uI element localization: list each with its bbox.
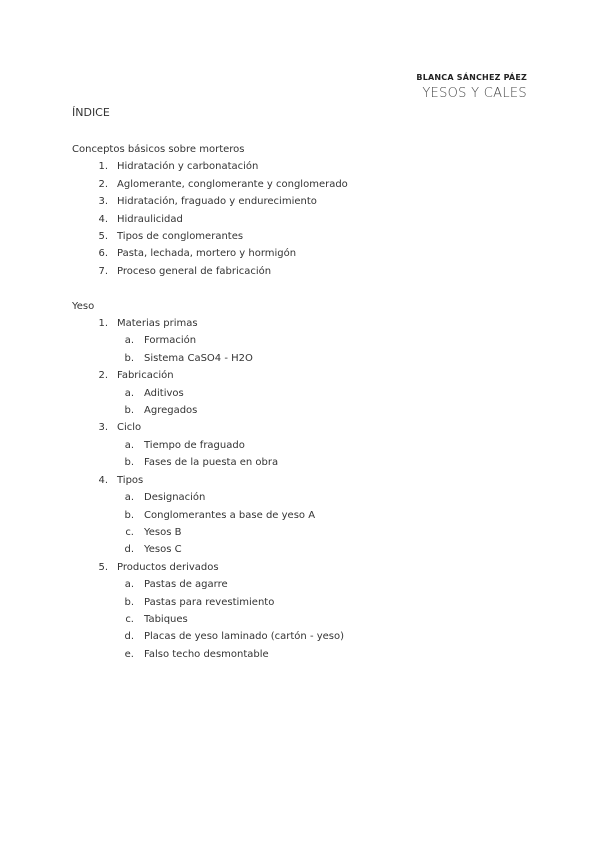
sub-list-item (72, 611, 532, 628)
list-item-label: Hidraulicidad (117, 213, 183, 225)
sub-list-item-label: Yesos C (144, 544, 182, 556)
list-item (72, 158, 532, 175)
list-item-number: 1. (98, 318, 108, 330)
list-item-label: Tipos de conglomerantes (117, 231, 244, 243)
sub-list-item-letter: c. (125, 613, 134, 625)
list-item-label: Materias primas (117, 318, 198, 330)
list-item (72, 176, 532, 193)
sub-list-item (72, 541, 532, 558)
list-item-label: Productos derivados (117, 561, 219, 573)
sub-list-item (72, 454, 532, 471)
list-item-number: 5. (98, 231, 108, 243)
sub-list-item-label: Aditivos (144, 387, 184, 399)
sub-list-item-label: Placas de yeso laminado (cartón - yeso) (144, 631, 345, 643)
sub-list-item-label: Tiempo de fraguado (144, 439, 245, 451)
list-item-label: Aglomerante, conglomerante y conglomerado (117, 178, 348, 190)
sub-list-item (72, 628, 532, 645)
sub-list-item-letter: a. (124, 579, 134, 591)
sub-list-item-label: Designación (144, 492, 206, 504)
sub-list-item (72, 507, 532, 524)
sub-list-item-label: Falso techo desmontable (144, 648, 269, 660)
list-item-number: 2. (98, 370, 108, 382)
sub-list-item-letter: b. (124, 596, 134, 608)
sub-list-item-letter: d. (124, 544, 134, 556)
sub-list-item-letter: d. (124, 631, 134, 643)
list-item-label: Hidratación y carbonatación (117, 161, 259, 173)
sub-list-item (72, 524, 532, 541)
sub-list-item-label: Formación (144, 335, 197, 347)
list-item-label: Ciclo (117, 422, 142, 434)
sub-list-item-label: Sistema CaSO4 - H2O (144, 352, 253, 364)
sub-list-item-label: Tabiques (144, 613, 188, 625)
sub-list-item-letter: a. (124, 492, 134, 504)
sub-list-item (72, 576, 532, 593)
list-item-label: Proceso general de fabricación (117, 265, 272, 277)
sub-list-item-letter: a. (124, 335, 134, 347)
sub-list-item-letter: c. (125, 526, 134, 538)
sub-list-item (72, 437, 532, 454)
sub-list-item-letter: b. (124, 509, 134, 521)
sub-list-item-label: Yesos B (144, 526, 182, 538)
sub-list-item (72, 489, 532, 506)
list-item-label: Tipos (117, 474, 144, 486)
sub-list-item-letter: b. (124, 352, 134, 364)
list-item-number: 4. (98, 474, 108, 486)
sub-list-item-label: Pastas para revestimiento (144, 596, 275, 608)
list-item (72, 472, 532, 489)
list-item-number: 6. (98, 248, 108, 260)
page-header (416, 72, 527, 102)
sub-list-item-label: Agregados (144, 405, 198, 417)
list-item-number: 4. (98, 213, 108, 225)
table-of-contents (72, 141, 532, 663)
sub-list-item (72, 646, 532, 663)
list-item (72, 419, 532, 436)
list-item-number: 3. (98, 196, 108, 208)
sub-list-item (72, 594, 532, 611)
list-item (72, 263, 532, 280)
list-item (72, 228, 532, 245)
sub-list-item-letter: b. (124, 405, 134, 417)
section-spacer (72, 280, 532, 297)
sub-list-item (72, 350, 532, 367)
list-item-number: 1. (98, 161, 108, 173)
sub-list-item-label: Conglomerantes a base de yeso A (144, 509, 316, 521)
list-item-number: 3. (98, 422, 108, 434)
list-item-number: 2. (98, 178, 108, 190)
list-item-number: 7. (98, 265, 108, 277)
document-subject: YESOS Y CALES (422, 86, 527, 101)
section-list (72, 315, 532, 663)
sub-list-item-letter: a. (124, 439, 134, 451)
author-name: BLANCA SÁNCHEZ PÁEZ (416, 73, 527, 82)
list-item-label: Pasta, lechada, mortero y hormigón (117, 248, 297, 260)
sub-list-item-label: Fases de la puesta en obra (144, 457, 279, 469)
list-item (72, 193, 532, 210)
list-item-number: 5. (98, 561, 108, 573)
list-item-label: Fabricación (117, 370, 174, 382)
section-title: Conceptos básicos sobre morteros (72, 144, 245, 155)
sub-list-item (72, 332, 532, 349)
list-item (72, 367, 532, 384)
list-item (72, 211, 532, 228)
sub-list-item (72, 402, 532, 419)
list-item (72, 315, 532, 332)
section-list (72, 158, 532, 280)
list-item-label: Hidratación, fraguado y endurecimiento (117, 196, 317, 208)
list-item (72, 245, 532, 262)
section-title: Yeso (72, 300, 95, 312)
index-title: ÍNDICE (72, 106, 110, 119)
sub-list-item-letter: e. (124, 648, 134, 660)
sub-list-item (72, 385, 532, 402)
sub-list-item-label: Pastas de agarre (144, 579, 228, 591)
list-item (72, 559, 532, 576)
sub-list-item-letter: a. (124, 387, 134, 399)
sub-list-item-letter: b. (124, 457, 134, 469)
